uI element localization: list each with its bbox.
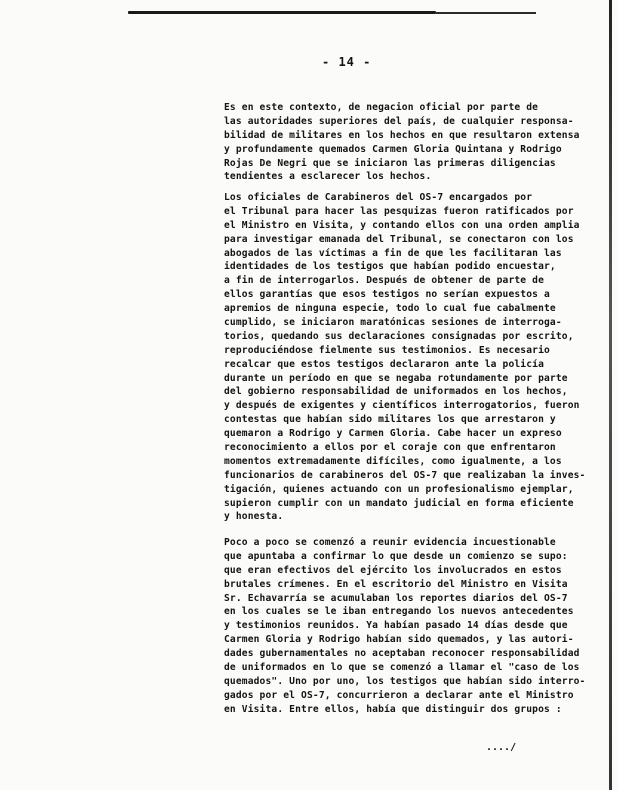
text-line: en Visita. Entre ellos, había que distinguir dos grupos :	[224, 703, 562, 715]
text-line: tendientes a esclarecer los hechos.	[224, 171, 432, 183]
text-line: para investigar emanada del Tribunal, se conectaron con los	[224, 233, 574, 245]
text-line: tigación, quienes actuando con un profesionalismo ejemplar,	[224, 483, 574, 495]
text-line: a fin de interrogarlos. Después de obtener de parte de	[224, 275, 544, 287]
text-line: y honesta.	[224, 511, 284, 523]
text-line: el Tribunal para hacer las pesquizas fueron ratificados por	[224, 205, 574, 217]
text-line: quemados". Uno por uno, los testigos que habían sido interro-	[224, 675, 586, 687]
text-line: durante un período en que se negaba rotundamente por parte	[224, 372, 568, 384]
text-line: el Ministro en Visita, y contando ellos con una orden amplia	[224, 219, 580, 231]
text-line: gados por el OS-7, concurrieron a declarar ante el Ministro	[224, 689, 574, 701]
text-line: brutales crímenes. En el escritorio del Ministro en Visita	[224, 578, 568, 590]
text-line: en los cuales se le iban entregando los nuevos antecedentes	[224, 606, 574, 618]
text-line: que eran efectivos del ejército los involucrados en estos	[224, 564, 562, 576]
text-line: quemaron a Rodrigo y Carmen Gloria. Cabe hacer un expreso	[224, 428, 562, 440]
text-line: supieron cumplir con un mandato judicial en forma eficiente	[224, 497, 574, 509]
text-line: Sr. Echavarría se acumulaban los reportes diarios del OS-7	[224, 592, 568, 604]
text-line: identidades de los testigos que habían podido encuestar,	[224, 261, 556, 273]
text-line: y testimonios reunidos. Ya habían pasado 14 días desde que	[224, 620, 568, 632]
text-line: dades gubernamentales no aceptaban reconocer responsabilidad	[224, 648, 580, 660]
text-line: de uniformados en lo que se comenzó a llamar el "caso de los	[224, 662, 580, 674]
text-line: y profundamente quemados Carmen Gloria Quintana y Rodrigo	[224, 143, 562, 155]
text-line: contestas que habían sido militares los que arrestaron y	[224, 414, 556, 426]
text-line: Los oficiales de Carabineros del OS-7 encargados por	[224, 192, 533, 203]
text-line: recalcar que estos testigos declararon ante la policía	[224, 358, 544, 370]
top-scan-rule-segment	[436, 12, 536, 14]
text-line: ellos garantías que esos testigos no serían expuestos a	[224, 289, 550, 301]
paragraph-1	[224, 101, 580, 184]
text-line: Carmen Gloria y Rodrigo habían sido quemados, y las autori-	[224, 634, 574, 646]
text-line: funcionarios de carabineros del OS-7 que realizaban la inves-	[224, 469, 586, 481]
paragraph-2	[224, 191, 586, 524]
text-line: reconocimiento a ellos por el coraje con que enfrentaron	[224, 442, 556, 454]
text-line: bilidad de militares en los hechos en que resultaron extensa	[224, 129, 580, 141]
text-line: cumplido, se iniciaron maratónicas sesiones de interroga-	[224, 317, 562, 329]
text-line: Es en este contexto, de negacion oficial por parte de	[224, 102, 539, 113]
text-line: y después de exigentes y científicos interrogatorios, fueron	[224, 400, 580, 412]
text-line: abogados de las víctimas a fin de que les facilitaran las	[224, 247, 562, 259]
top-scan-rule	[128, 11, 436, 14]
text-line: reproduciéndose fielmente sus testimonios. Es necesario	[224, 344, 550, 356]
page-edge-shadow	[609, 0, 612, 790]
text-line: momentos extremadamente difíciles, como igualmente, a los	[224, 455, 562, 467]
text-line: del gobierno responsabilidad de uniformados en los hechos,	[224, 386, 568, 398]
text-line: Poco a poco se comenzó a reunir evidencia incuestionable	[224, 537, 556, 548]
text-line: las autoridades superiores del país, de cualquier responsa-	[224, 115, 574, 127]
page-number: - 14 -	[322, 55, 372, 69]
text-line: torios, quedando sus declaraciones consignadas por escrito,	[224, 330, 574, 342]
paragraph-3	[224, 536, 586, 717]
text-line: apremios de ninguna especie, todo lo cual fue cabalmente	[224, 303, 556, 315]
text-line: que apuntaba a confirmar lo que desde un comienzo se supo:	[224, 550, 568, 562]
text-line: Rojas De Negri que se iniciaron las primeras diligencias	[224, 157, 556, 169]
continuation-mark: ..../	[486, 742, 517, 753]
